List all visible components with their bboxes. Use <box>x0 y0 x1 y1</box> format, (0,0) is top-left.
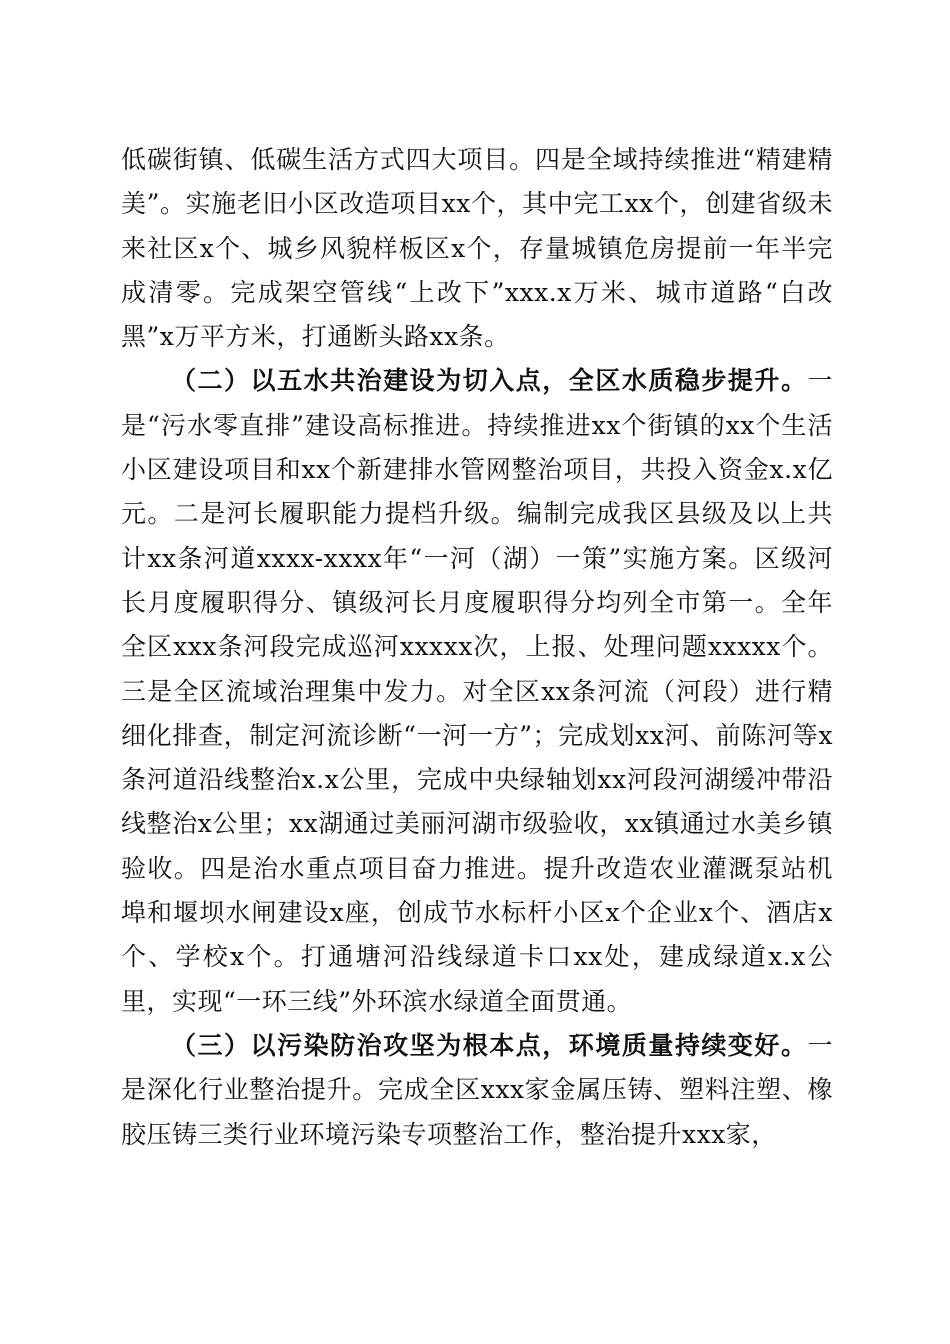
paragraph-section-3 <box>121 1024 833 1157</box>
paragraph-continuation <box>121 138 833 359</box>
section-heading: （三）以污染防治攻坚为根本点，环境质量持续变好。 <box>171 1030 808 1060</box>
paragraph-body: 低碳街镇、低碳生活方式四大项目。四是全域持续推进“精建精美”。实施老旧小区改造项目xx个，其中完工xx个，创建省级未来社区x个、城乡风貌样板区x个，存量城镇危房提前一年半完成清零。完成架空管线“上改下”xxx.x万米、城市道路“白改黑”x万平方米，打通断头路xx条。 <box>121 145 833 352</box>
section-heading: （二）以五水共治建设为切入点，全区水质稳步提升。 <box>171 366 808 396</box>
paragraph-section-2 <box>121 359 833 1023</box>
paragraph-body: 一是深化行业整治提升。完成全区xxx家金属压铸、塑料注塑、橡胶压铸三类行业环境污染专项整治工作，整治提升xxx家， <box>121 1030 833 1149</box>
paragraph-body: 一是“污水零直排”建设高标推进。持续推进xx个街镇的xx个生活小区建设项目和xx个新建排水管网整治项目，共投入资金x.x亿元。二是河长履职能力提档升级。编制完成我区县级及以上共计xx条河道xxxx-xxxx年“一河（湖）一策”实施方案。区级河长月度履职得分、镇级河长月度履职得分均列全市第一。全年全区xxx条河段完成巡河xxxxx次，上报、处理问题xxxxx个。三是全区流域治理集中发力。对全区xx条河流（河段）进行精细化排查，制定河流诊断“一河一方”；完成划xx河、前陈河等x条河道沿线整治x.x公里，完成中央绿轴划xx河段河湖缓冲带沿线整治x公里；xx湖通过美丽河湖市级验收，xx镇通过水美乡镇验收。四是治水重点项目奋力推进。提升改造农业灌溉泵站机埠和堰坝水闸建设x座，创成节水标杆小区x个企业x个、酒店x个、学校x个。打通塘河沿线绿道卡口xx处，建成绿道x.x公里，实现“一环三线”外环滨水绿道全面贯通。 <box>121 366 833 1016</box>
document-page <box>121 138 833 1157</box>
